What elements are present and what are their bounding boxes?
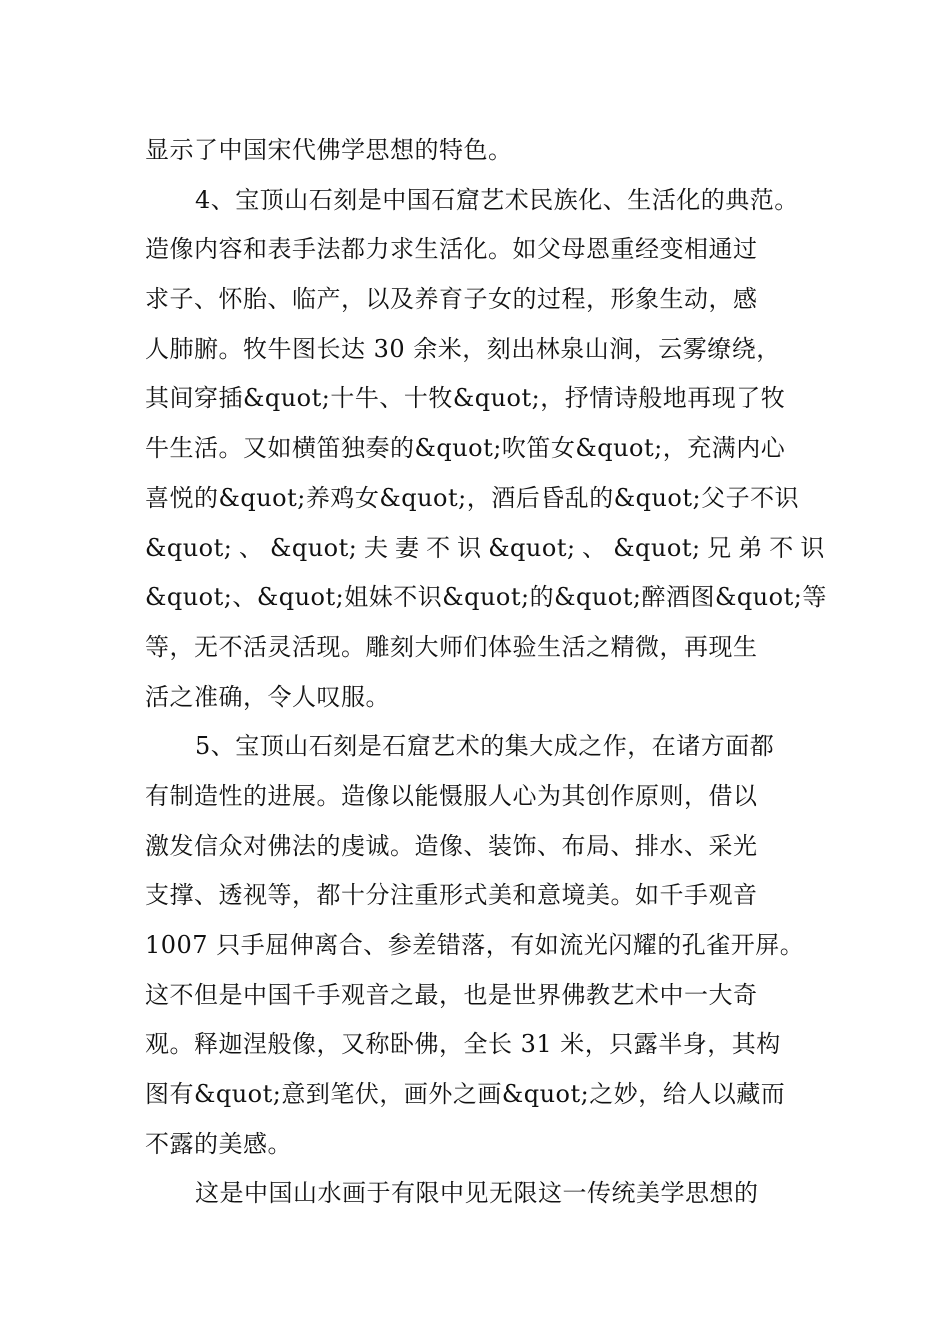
text-token: 、 (582, 533, 607, 562)
text-token: 不 (769, 533, 794, 562)
text-line-justified (145, 524, 825, 574)
text-line: 其间穿插&quot;十牛、十牧&quot;，抒情诗般地再现了牧 (145, 384, 786, 413)
text-token: &quot; (613, 533, 701, 562)
text-line: 活之准确，令人叹服。 (145, 682, 390, 711)
text-line: 显示了中国宋代佛学思想的特色。 (145, 136, 513, 164)
text-token: 识 (800, 533, 825, 562)
text-token: 妻 (395, 533, 420, 562)
text-line: 等，无不活灵活现。雕刻大师们体验生活之精微，再现生 (145, 632, 758, 661)
text-token: 不 (426, 533, 451, 562)
text-line: 不露的美感。 (145, 1129, 292, 1158)
text-line: 观。释迦涅般像，又称卧佛，全长 31 米，只露半身，其构 (145, 1030, 781, 1059)
text-token: 夫 (363, 533, 389, 562)
text-line: 1007 只手屈伸离合、参差错落，有如流光闪耀的孔雀开屏。 (145, 931, 805, 959)
text-line: 求子、怀胎、临产，以及养育子女的过程，形象生动，感 (145, 285, 758, 314)
text-token: &quot; (488, 533, 576, 562)
text-line: 人肺腑。牧牛图长达 30 余米，刻出林泉山涧，云雾缭绕， (145, 334, 781, 363)
text-token: 兄 (707, 533, 732, 562)
text-line: 有制造性的进展。造像以能慑服人心为其创作原则，借以 (145, 781, 758, 810)
text-line: 4、宝顶山石刻是中国石窟艺术民族化、生活化的典范。 (195, 185, 799, 214)
text-line: 这不但是中国千手观音之最，也是世界佛教艺术中一大奇 (145, 980, 758, 1009)
text-line: 喜悦的&quot;养鸡女&quot;，酒后昏乱的&quot;父子不识 (145, 483, 800, 512)
text-line: 激发信众对佛法的虔诚。造像、装饰、布局、排水、采光 (145, 831, 758, 860)
text-token: 识 (457, 533, 482, 562)
body-text (145, 126, 825, 1219)
text-token: &quot; (145, 533, 233, 562)
text-line: 图有&quot;意到笔伏，画外之画&quot;之妙，给人以藏而 (145, 1080, 786, 1109)
text-token: 、 (238, 533, 264, 562)
text-line: &quot;、&quot;姐妹不识&quot;的&quot;醉酒图&quot;等 (145, 583, 827, 612)
text-token: &quot; (270, 533, 358, 562)
text-line: 造像内容和表手法都力求生活化。如父母恩重经变相通过 (145, 235, 758, 264)
text-line: 5、宝顶山石刻是石窟艺术的集大成之作，在诸方面都 (195, 732, 775, 761)
text-line: 牛生活。又如横笛独奏的&quot;吹笛女&quot;，充满内心 (145, 434, 786, 463)
text-line: 这是中国山水画于有限中见无限这一传统美学思想的 (195, 1179, 759, 1208)
text-line: 支撑、透视等，都十分注重形式美和意境美。如千手观音 (145, 881, 758, 910)
text-token: 弟 (738, 533, 763, 562)
